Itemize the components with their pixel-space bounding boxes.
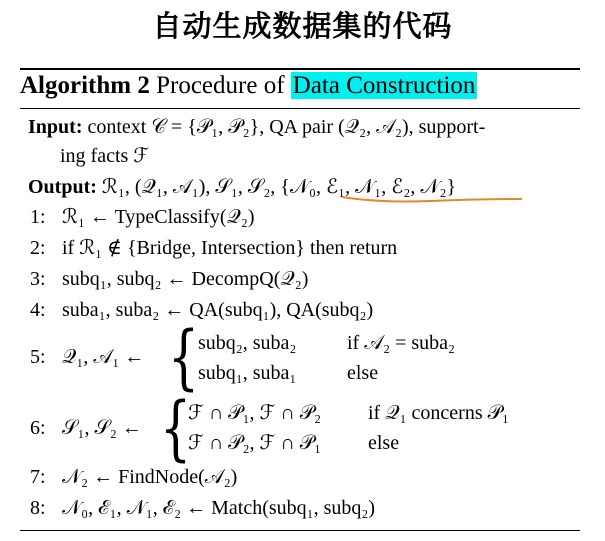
bottom-rule (20, 530, 580, 531)
step-5-case-1: subq₂, suba₂ (198, 332, 297, 354)
top-rule (20, 68, 580, 70)
input-line-1 (28, 115, 485, 139)
algorithm-title (20, 72, 477, 100)
step-text-3: subq₁, subq₂ ← DecompQ(𝒬₂) (62, 268, 309, 290)
step-text-8: 𝒩₀, ℰ₁, 𝒩₁, ℰ₂ ← Match(subq₁, subq₂) (62, 497, 376, 519)
step-6-cond-1: if 𝒬₁ concerns 𝒫₁ (368, 402, 510, 424)
step-number-5: 5: (30, 346, 46, 368)
output-label: Output: (28, 176, 97, 198)
page-heading: 自动生成数据集的代码 (152, 9, 453, 43)
step-5-cond-2: else (347, 362, 379, 384)
step-text-4: suba₁, suba₂ ← QA(subq₁), QA(subq₂) (62, 299, 374, 321)
step-number-8: 8: (30, 497, 46, 519)
step-6-cond-2: else (368, 432, 400, 454)
step-6-case-2: ℱ ∩ 𝒫₂, ℱ ∩ 𝒫₁ (188, 432, 322, 454)
step-6-lhs: 𝒮₁, 𝒮₂ ← (62, 417, 142, 439)
step-number-3: 3: (30, 268, 46, 290)
step-text-7: 𝒩₂ ← FindNode(𝒜₂) (62, 466, 238, 488)
procedure-name-highlight: Data Construction (292, 72, 476, 99)
handwritten-underline (340, 193, 525, 207)
input-line-2 (60, 144, 149, 168)
step-number-7: 7: (30, 466, 46, 488)
header-rule (20, 108, 580, 109)
step-5-case-2: subq₁, suba₁ (198, 362, 297, 384)
step-text-1: ℛ₁ ← TypeClassify(𝒬₂) (62, 206, 255, 228)
algorithm-label: Algorithm 2 (20, 72, 150, 99)
step-6-brace: { (160, 387, 192, 469)
step-number-4: 4: (30, 299, 46, 321)
step-5-cond-1: if 𝒜₂ = suba₂ (347, 332, 456, 354)
procedure-prefix: Procedure of (156, 72, 285, 99)
step-5-brace: { (168, 316, 200, 398)
output-text: ℛ₁, (𝒬₁, 𝒜₁), 𝒮₁, 𝒮₂, {𝒩₀, ℰ₁, 𝒩₁, ℰ₂, 𝒩₂} (101, 176, 457, 198)
input-text-2: ing facts ℱ (60, 145, 150, 167)
step-6-case-1: ℱ ∩ 𝒫₁, ℱ ∩ 𝒫₂ (188, 402, 322, 424)
step-number-2: 2: (30, 237, 46, 259)
step-5-lhs: 𝒬₁, 𝒜₁ ← (62, 346, 145, 368)
step-text-2: if ℛ₁ ∉ {Bridge, Intersection} then return (62, 237, 398, 259)
input-label: Input: (28, 116, 83, 138)
step-number-1: 1: (30, 206, 46, 228)
step-number-6: 6: (30, 417, 46, 439)
input-text-1: context 𝒞 = {𝒫₁, 𝒫₂}, QA pair (𝒬₂, 𝒜₂), support- (87, 116, 486, 138)
